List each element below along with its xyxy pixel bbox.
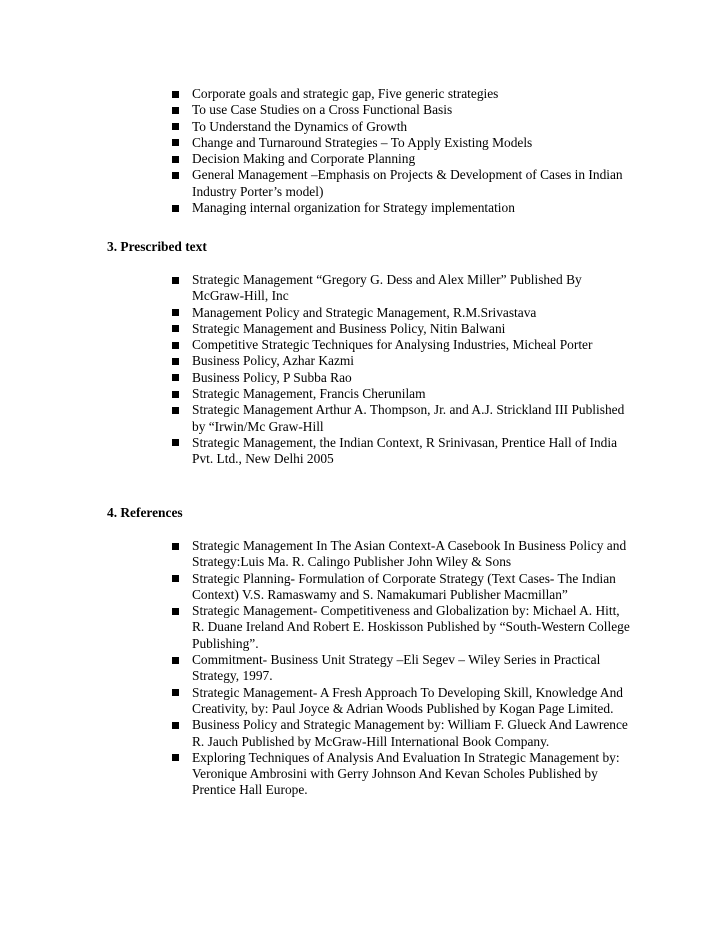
list-item (170, 102, 630, 118)
list-item (170, 135, 630, 151)
topics-list (170, 86, 630, 216)
list-item-text: Managing internal organization for Strategy implementation (192, 200, 515, 216)
list-item (170, 200, 630, 216)
list-item-text: To use Case Studies on a Cross Functional Basis (192, 102, 453, 118)
list-item-text: Management Policy and Strategic Management, R.M.Srivastava (192, 304, 537, 320)
square-bullet-icon (172, 107, 179, 114)
list-item (170, 305, 630, 321)
list-item (170, 717, 630, 750)
square-bullet-icon (172, 374, 179, 381)
list-item-text: Strategic Management and Business Policy, Nitin Balwani (192, 320, 506, 336)
references-heading: 4. References (107, 505, 183, 520)
list-item (170, 167, 630, 200)
list-item-text: Change and Turnaround Strategies – To Apply Existing Models (192, 134, 533, 150)
square-bullet-icon (172, 139, 179, 146)
square-bullet-icon (172, 754, 179, 761)
list-item (170, 571, 630, 604)
list-item-text: Business Policy and Strategic Management by: William F. Glueck And Lawrence R. Jauch Published by McGraw-Hill International Book Company. (192, 717, 628, 749)
list-item (170, 386, 630, 402)
square-bullet-icon (172, 608, 179, 615)
square-bullet-icon (172, 156, 179, 163)
list-item-text: Strategic Management- Competitiveness and Globalization by: Michael A. Hitt, R. Duane Ireland And Robert E. Hoskisson Published by “South-Western College Publishing”. (192, 603, 630, 651)
list-item (170, 119, 630, 135)
square-bullet-icon (172, 309, 179, 316)
list-item-text: Strategic Management Arthur A. Thompson, Jr. and A.J. Strickland III Published by “Irwin/Mc Graw-Hill (192, 402, 625, 434)
square-bullet-icon (172, 325, 179, 332)
square-bullet-icon (172, 358, 179, 365)
square-bullet-icon (172, 342, 179, 349)
prescribed-text-heading: 3. Prescribed text (107, 239, 207, 254)
list-item (170, 272, 630, 305)
square-bullet-icon (172, 172, 179, 179)
list-item (170, 151, 630, 167)
references-list (170, 538, 630, 799)
list-item-text: Competitive Strategic Techniques for Analysing Industries, Micheal Porter (192, 337, 593, 353)
list-item-text: Business Policy, P Subba Rao (192, 369, 352, 385)
list-item (170, 370, 630, 386)
square-bullet-icon (172, 543, 179, 550)
square-bullet-icon (172, 407, 179, 414)
square-bullet-icon (172, 657, 179, 664)
list-item-text: To Understand the Dynamics of Growth (192, 118, 408, 134)
square-bullet-icon (172, 123, 179, 130)
square-bullet-icon (172, 391, 179, 398)
list-item-text: Strategic Management In The Asian Context-A Casebook In Business Policy and Strategy:Luis Ma. R. Calingo Publisher John Wiley & Sons (192, 538, 627, 570)
square-bullet-icon (172, 439, 179, 446)
list-item-text: Strategic Planning- Formulation of Corporate Strategy (Text Cases- The Indian Context) V.S. Ramaswamy and S. Namakumari Publisher Macmillan” (192, 570, 616, 602)
list-item-text: Decision Making and Corporate Planning (192, 151, 416, 167)
list-item (170, 538, 630, 571)
list-item (170, 337, 630, 353)
square-bullet-icon (172, 205, 179, 212)
list-item (170, 603, 630, 652)
square-bullet-icon (172, 91, 179, 98)
list-item (170, 685, 630, 718)
prescribed-text-list (170, 272, 630, 468)
list-item-text: General Management –Emphasis on Projects & Development of Cases in Indian Industry Porter’s model) (192, 167, 623, 199)
list-item-text: Exploring Techniques of Analysis And Evaluation In Strategic Management by: Veronique Ambrosini with Gerry Johnson And Kevan Scholes Published by Prentice Hall Europe. (192, 749, 620, 798)
square-bullet-icon (172, 689, 179, 696)
list-item (170, 750, 630, 799)
list-item (170, 86, 630, 102)
list-item-text: Strategic Management “Gregory G. Dess and Alex Miller” Published By McGraw-Hill, Inc (192, 272, 582, 304)
list-item (170, 402, 630, 435)
list-item-text: Commitment- Business Unit Strategy –Eli Segev – Wiley Series in Practical Strategy, 1997. (192, 652, 601, 684)
square-bullet-icon (172, 722, 179, 729)
list-item-text: Strategic Management, the Indian Context, R Srinivasan, Prentice Hall of India Pvt. Ltd., New Delhi 2005 (192, 434, 618, 467)
square-bullet-icon (172, 575, 179, 582)
list-item-text: Strategic Management, Francis Cherunilam (192, 386, 426, 402)
list-item (170, 435, 630, 468)
list-item (170, 321, 630, 337)
list-item (170, 652, 630, 685)
list-item-text: Strategic Management- A Fresh Approach To Developing Skill, Knowledge And Creativity, by: Paul Joyce & Adrian Woods Published by Kogan Page Limited. (192, 684, 623, 716)
list-item-text: Business Policy, Azhar Kazmi (192, 353, 355, 369)
list-item (170, 353, 630, 369)
square-bullet-icon (172, 277, 179, 284)
list-item-text: Corporate goals and strategic gap, Five generic strategies (192, 86, 499, 101)
